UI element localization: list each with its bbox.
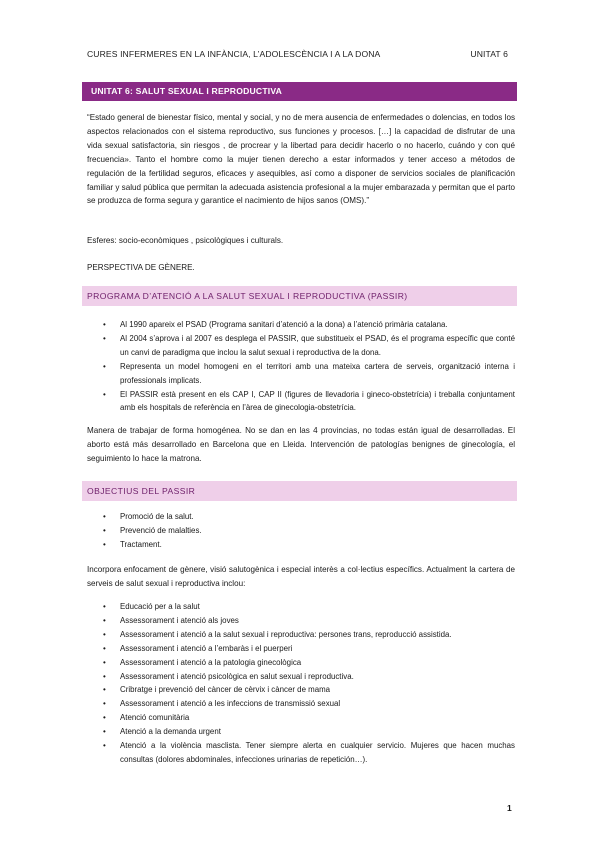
page-header <box>87 49 512 59</box>
header-course-title: CURES INFERMERES EN LA INFÀNCIA, L’ADOLESCÈNCIA I A LA DONA <box>87 49 381 59</box>
passir-bullet-list <box>87 318 515 415</box>
unit-title-bar: UNITAT 6: SALUT SEXUAL I REPRODUCTIVA <box>82 82 517 101</box>
list-item: • Assessorament i atenció a l’embaràs i el puerperi <box>87 642 515 656</box>
perspectiva-genere-text: PERSPECTIVA DE GÈNERE. <box>87 263 195 272</box>
oms-definition-quote: “Estado general de bienestar físico, mental y social, y no de mera ausencia de enfermedades o dolencias, en todos los aspectos relacionados con el sistema reproductivo, sus funciones y procesos. […] la capacidad de disfrutar de una vida sexual satisfactoria, sin riesgos , de procrear y la libertad para decidir hacerlo o no hacerlo, cuándo y con qué frecuencia». Tanto el hombre como la mujer tienen derecho a estar informados y tener acceso a métodos de regulación de la fertilidad seguros, eficaces y asequibles, así como a disponer de servicios sociales de planificación familiar y salud pública que permitan la adecuada asistencia profesional a la mujer embarazada y permitan que el parto se produzca de forma segura y garantice el nacimiento de hijos sanos (OMS).” <box>87 113 515 206</box>
list-item: • Cribratge i prevenció del càncer de cèrvix i càncer de mama <box>87 683 515 697</box>
list-item: • Representa un model homogeni en el territori amb una mateixa cartera de serveis, organització interna i professionals implicats. <box>87 360 515 388</box>
list-item: • Atenció a la demanda urgent <box>87 725 515 739</box>
list-item: • El PASSIR està present en els CAP I, CAP II (figures de llevadoria i gineco-obstetrícia) i treballa conjuntament amb els hospitals de referència en l’àrea de ginecologia-obstetrícia. <box>87 388 515 416</box>
list-item: • Prevenció de malalties. <box>87 524 515 538</box>
header-unit: UNITAT 6 <box>470 49 508 59</box>
list-item: • Atenció a la violència masclista. Tener siempre alerta en cualquier servicio. Mujeres que hacen muchas consultas (dolores abdominales, infecciones urinarias de repetición…). <box>87 739 515 767</box>
section-heading-passir: PROGRAMA D’ATENCIÓ A LA SALUT SEXUAL I REPRODUCTIVA (PASSIR) <box>82 286 517 306</box>
section-heading-objectius: OBJECTIUS DEL PASSIR <box>82 481 517 501</box>
list-item: • Al 2004 s’aprova i al 2007 es desplega el PASSIR, que substitueix el PSAD, és el programa específic que conté un canvi de paradigma que inclou la salut sexual i reproductiva de la dona. <box>87 332 515 360</box>
list-item: • Assessorament i atenció a la salut sexual i reproductiva: persones trans, reproducció assistida. <box>87 628 515 642</box>
list-item: • Assessorament i atenció psicològica en salut sexual i reproductiva. <box>87 670 515 684</box>
list-item: • Promoció de la salut. <box>87 510 515 524</box>
objectius-bullet-list <box>87 510 515 552</box>
cartera-intro-text: Incorpora enfocament de gènere, visió salutogènica i especial interès a col·lectius específics. Actualment la cartera de serveis de salut sexual i reproductiva inclou: <box>87 565 515 588</box>
list-item: • Tractament. <box>87 538 515 552</box>
list-item: • Al 1990 apareix el PSAD (Programa sanitari d’atenció a la dona) a l’atenció primària catalana. <box>87 318 515 332</box>
passir-note: Manera de trabajar de forma homogénea. No se dan en las 4 provincias, no todas están igual de desarrolladas. El aborto está más desarrollado en Barcelona que en Lleida. Intervención de patologías benignes de ginecología, el seguimiento lo hace la matrona. <box>87 426 515 463</box>
list-item: • Assessorament i atenció a la patologia ginecològica <box>87 656 515 670</box>
page-number: 1 <box>507 803 512 813</box>
services-bullet-list <box>87 600 515 767</box>
list-item: • Educació per a la salut <box>87 600 515 614</box>
esferes-text: Esferes: socio-econòmiques , psicològiques i culturals. <box>87 236 284 245</box>
list-item: • Atenció comunitària <box>87 711 515 725</box>
list-item: • Assessorament i atenció als joves <box>87 614 515 628</box>
list-item: • Assessorament i atenció a les infeccions de transmissió sexual <box>87 697 515 711</box>
